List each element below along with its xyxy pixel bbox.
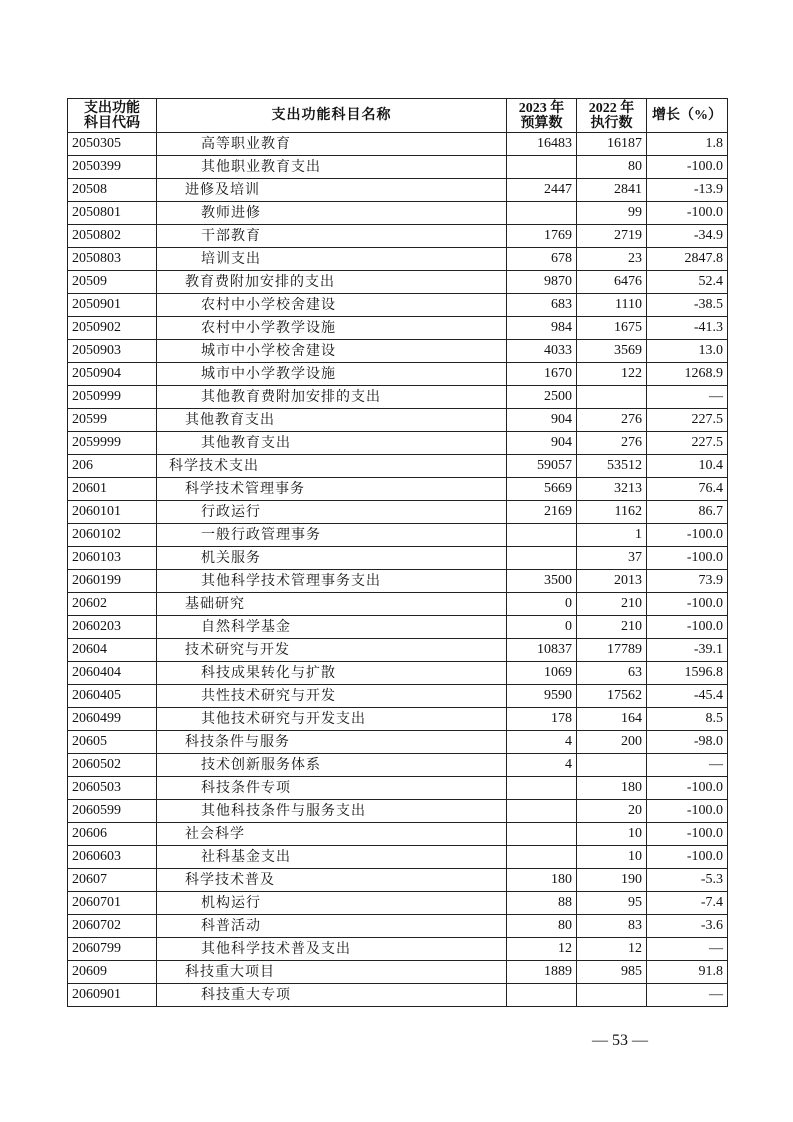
cell-actual-2022: 17562 [577, 685, 647, 708]
cell-code: 2050305 [68, 133, 157, 156]
table-row [68, 708, 728, 731]
cell-name: 其他教育支出 [157, 409, 507, 432]
cell-code: 20607 [68, 869, 157, 892]
table-row [68, 846, 728, 869]
cell-actual-2022: 1110 [577, 294, 647, 317]
cell-growth: -5.3 [647, 869, 728, 892]
cell-name: 其他科技条件与服务支出 [157, 800, 507, 823]
cell-name: 其他技术研究与开发支出 [157, 708, 507, 731]
cell-name: 社会科学 [157, 823, 507, 846]
table-row [68, 823, 728, 846]
cell-budget-2023 [507, 547, 577, 570]
cell-code: 20606 [68, 823, 157, 846]
cell-actual-2022: 200 [577, 731, 647, 754]
table-row [68, 984, 728, 1007]
cell-name: 进修及培训 [157, 179, 507, 202]
cell-growth: 1.8 [647, 133, 728, 156]
cell-code: 2050802 [68, 225, 157, 248]
cell-name: 自然科学基金 [157, 616, 507, 639]
cell-growth: — [647, 386, 728, 409]
table-row [68, 777, 728, 800]
cell-actual-2022: 2013 [577, 570, 647, 593]
cell-code: 2050399 [68, 156, 157, 179]
table-row [68, 869, 728, 892]
cell-budget-2023: 1889 [507, 961, 577, 984]
cell-code: 2060203 [68, 616, 157, 639]
table-row [68, 685, 728, 708]
cell-budget-2023: 59057 [507, 455, 577, 478]
cell-code: 2060603 [68, 846, 157, 869]
cell-growth: 1596.8 [647, 662, 728, 685]
cell-growth: 8.5 [647, 708, 728, 731]
cell-growth: -100.0 [647, 800, 728, 823]
table-row [68, 524, 728, 547]
cell-budget-2023: 3500 [507, 570, 577, 593]
cell-name: 机构运行 [157, 892, 507, 915]
cell-code: 2060102 [68, 524, 157, 547]
cell-actual-2022: 83 [577, 915, 647, 938]
table-row [68, 616, 728, 639]
cell-actual-2022: 1162 [577, 501, 647, 524]
cell-actual-2022: 2841 [577, 179, 647, 202]
cell-growth: 10.4 [647, 455, 728, 478]
cell-actual-2022: 95 [577, 892, 647, 915]
cell-actual-2022: 20 [577, 800, 647, 823]
cell-budget-2023: 4033 [507, 340, 577, 363]
cell-name: 科技重大专项 [157, 984, 507, 1007]
cell-code: 2059999 [68, 432, 157, 455]
cell-growth: -45.4 [647, 685, 728, 708]
cell-budget-2023: 2169 [507, 501, 577, 524]
cell-name: 教师进修 [157, 202, 507, 225]
table-row [68, 294, 728, 317]
cell-code: 20602 [68, 593, 157, 616]
cell-name: 技术研究与开发 [157, 639, 507, 662]
cell-name: 科技条件与服务 [157, 731, 507, 754]
table-row [68, 248, 728, 271]
cell-code: 20605 [68, 731, 157, 754]
cell-budget-2023: 4 [507, 731, 577, 754]
table-row [68, 455, 728, 478]
cell-budget-2023: 5669 [507, 478, 577, 501]
cell-actual-2022: 23 [577, 248, 647, 271]
cell-budget-2023: 904 [507, 432, 577, 455]
table-row [68, 501, 728, 524]
cell-actual-2022: 180 [577, 777, 647, 800]
cell-code: 20601 [68, 478, 157, 501]
cell-name: 其他科学技术普及支出 [157, 938, 507, 961]
cell-actual-2022 [577, 386, 647, 409]
table-row [68, 639, 728, 662]
cell-growth: -100.0 [647, 547, 728, 570]
table-row [68, 547, 728, 570]
cell-name: 科学技术支出 [157, 455, 507, 478]
cell-growth: -34.9 [647, 225, 728, 248]
cell-growth: 227.5 [647, 432, 728, 455]
cell-growth: 227.5 [647, 409, 728, 432]
cell-growth: -41.3 [647, 317, 728, 340]
cell-actual-2022: 276 [577, 432, 647, 455]
cell-code: 2060503 [68, 777, 157, 800]
cell-name: 高等职业教育 [157, 133, 507, 156]
cell-budget-2023: 1769 [507, 225, 577, 248]
cell-actual-2022: 122 [577, 363, 647, 386]
cell-actual-2022: 985 [577, 961, 647, 984]
cell-growth: -13.9 [647, 179, 728, 202]
cell-name: 科技条件专项 [157, 777, 507, 800]
cell-actual-2022: 99 [577, 202, 647, 225]
cell-budget-2023: 1670 [507, 363, 577, 386]
cell-code: 2060599 [68, 800, 157, 823]
cell-name: 一般行政管理事务 [157, 524, 507, 547]
cell-growth: -39.1 [647, 639, 728, 662]
cell-budget-2023: 1069 [507, 662, 577, 685]
cell-name: 行政运行 [157, 501, 507, 524]
cell-actual-2022 [577, 984, 647, 1007]
cell-code: 2060502 [68, 754, 157, 777]
cell-actual-2022: 3569 [577, 340, 647, 363]
cell-budget-2023 [507, 202, 577, 225]
table-row [68, 133, 728, 156]
cell-actual-2022: 164 [577, 708, 647, 731]
cell-growth: 13.0 [647, 340, 728, 363]
cell-code: 2050903 [68, 340, 157, 363]
cell-name: 科学技术管理事务 [157, 478, 507, 501]
cell-code: 20509 [68, 271, 157, 294]
budget-table [67, 98, 728, 1007]
cell-budget-2023: 984 [507, 317, 577, 340]
cell-actual-2022: 80 [577, 156, 647, 179]
table-row [68, 363, 728, 386]
cell-code: 2060199 [68, 570, 157, 593]
cell-name: 其他职业教育支出 [157, 156, 507, 179]
table-row [68, 432, 728, 455]
table-row [68, 731, 728, 754]
cell-budget-2023: 10837 [507, 639, 577, 662]
cell-growth: 2847.8 [647, 248, 728, 271]
cell-growth: 86.7 [647, 501, 728, 524]
cell-code: 2060901 [68, 984, 157, 1007]
cell-actual-2022: 10 [577, 823, 647, 846]
cell-actual-2022: 17789 [577, 639, 647, 662]
cell-growth: -3.6 [647, 915, 728, 938]
cell-name: 社科基金支出 [157, 846, 507, 869]
cell-growth: — [647, 938, 728, 961]
cell-actual-2022: 63 [577, 662, 647, 685]
cell-growth: -100.0 [647, 777, 728, 800]
cell-code: 20508 [68, 179, 157, 202]
header-code: 支出功能 科目代码 [68, 99, 157, 133]
cell-budget-2023: 0 [507, 593, 577, 616]
cell-actual-2022: 210 [577, 593, 647, 616]
cell-actual-2022: 3213 [577, 478, 647, 501]
cell-budget-2023: 2447 [507, 179, 577, 202]
table-row [68, 202, 728, 225]
cell-growth: -100.0 [647, 202, 728, 225]
cell-code: 2050803 [68, 248, 157, 271]
cell-actual-2022: 1 [577, 524, 647, 547]
table-row [68, 409, 728, 432]
cell-growth: -100.0 [647, 156, 728, 179]
cell-growth: -7.4 [647, 892, 728, 915]
cell-growth: -100.0 [647, 823, 728, 846]
cell-actual-2022: 10 [577, 846, 647, 869]
header-actual-2022: 2022 年 执行数 [577, 99, 647, 133]
cell-actual-2022: 6476 [577, 271, 647, 294]
cell-budget-2023 [507, 846, 577, 869]
cell-growth: -100.0 [647, 846, 728, 869]
cell-name: 技术创新服务体系 [157, 754, 507, 777]
table-row [68, 892, 728, 915]
table-row [68, 915, 728, 938]
cell-budget-2023: 16483 [507, 133, 577, 156]
cell-code: 20609 [68, 961, 157, 984]
cell-budget-2023: 88 [507, 892, 577, 915]
cell-name: 农村中小学教学设施 [157, 317, 507, 340]
cell-code: 2060701 [68, 892, 157, 915]
table-row [68, 179, 728, 202]
cell-actual-2022: 276 [577, 409, 647, 432]
table-row [68, 570, 728, 593]
cell-budget-2023 [507, 984, 577, 1007]
cell-name: 培训支出 [157, 248, 507, 271]
cell-actual-2022: 37 [577, 547, 647, 570]
cell-budget-2023 [507, 800, 577, 823]
cell-code: 206 [68, 455, 157, 478]
cell-growth: — [647, 754, 728, 777]
cell-growth: 91.8 [647, 961, 728, 984]
cell-name: 科技成果转化与扩散 [157, 662, 507, 685]
cell-name: 干部教育 [157, 225, 507, 248]
cell-growth: 1268.9 [647, 363, 728, 386]
cell-code: 2050999 [68, 386, 157, 409]
cell-name: 其他科学技术管理事务支出 [157, 570, 507, 593]
cell-actual-2022: 2719 [577, 225, 647, 248]
header-name: 支出功能科目名称 [157, 99, 507, 133]
cell-name: 城市中小学教学设施 [157, 363, 507, 386]
table-header-row [68, 99, 728, 133]
cell-growth: 73.9 [647, 570, 728, 593]
table-row [68, 386, 728, 409]
cell-actual-2022 [577, 754, 647, 777]
cell-code: 2060799 [68, 938, 157, 961]
cell-growth: -100.0 [647, 593, 728, 616]
cell-budget-2023 [507, 777, 577, 800]
cell-growth: — [647, 984, 728, 1007]
cell-budget-2023: 0 [507, 616, 577, 639]
cell-budget-2023 [507, 823, 577, 846]
cell-code: 2060499 [68, 708, 157, 731]
table-row [68, 754, 728, 777]
header-budget-2023: 2023 年 预算数 [507, 99, 577, 133]
cell-code: 2060101 [68, 501, 157, 524]
table-row [68, 593, 728, 616]
cell-growth: -100.0 [647, 524, 728, 547]
cell-budget-2023: 178 [507, 708, 577, 731]
table-row [68, 800, 728, 823]
table-row [68, 340, 728, 363]
cell-code: 2050801 [68, 202, 157, 225]
table-row [68, 938, 728, 961]
cell-budget-2023: 2500 [507, 386, 577, 409]
cell-code: 2060702 [68, 915, 157, 938]
cell-name: 科学技术普及 [157, 869, 507, 892]
cell-code: 20604 [68, 639, 157, 662]
table-row [68, 317, 728, 340]
table-body [68, 133, 728, 1007]
cell-name: 城市中小学校舍建设 [157, 340, 507, 363]
cell-budget-2023: 683 [507, 294, 577, 317]
table-row [68, 225, 728, 248]
cell-budget-2023: 904 [507, 409, 577, 432]
cell-name: 科技重大项目 [157, 961, 507, 984]
cell-growth: 76.4 [647, 478, 728, 501]
cell-actual-2022: 210 [577, 616, 647, 639]
table-row [68, 156, 728, 179]
cell-actual-2022: 1675 [577, 317, 647, 340]
cell-code: 2050902 [68, 317, 157, 340]
cell-name: 共性技术研究与开发 [157, 685, 507, 708]
table-row [68, 662, 728, 685]
cell-actual-2022: 190 [577, 869, 647, 892]
cell-budget-2023: 80 [507, 915, 577, 938]
cell-name: 其他教育支出 [157, 432, 507, 455]
cell-code: 2060103 [68, 547, 157, 570]
cell-name: 科普活动 [157, 915, 507, 938]
cell-actual-2022: 12 [577, 938, 647, 961]
cell-code: 2060404 [68, 662, 157, 685]
cell-code: 2060405 [68, 685, 157, 708]
cell-budget-2023: 12 [507, 938, 577, 961]
cell-growth: -38.5 [647, 294, 728, 317]
cell-actual-2022: 16187 [577, 133, 647, 156]
table-row [68, 478, 728, 501]
cell-budget-2023: 180 [507, 869, 577, 892]
cell-growth: 52.4 [647, 271, 728, 294]
cell-growth: -98.0 [647, 731, 728, 754]
cell-budget-2023 [507, 156, 577, 179]
page-number: — 53 — [592, 1032, 648, 1049]
cell-name: 教育费附加安排的支出 [157, 271, 507, 294]
cell-budget-2023: 9870 [507, 271, 577, 294]
cell-name: 基础研究 [157, 593, 507, 616]
cell-code: 2050904 [68, 363, 157, 386]
cell-budget-2023: 4 [507, 754, 577, 777]
cell-budget-2023: 678 [507, 248, 577, 271]
cell-code: 2050901 [68, 294, 157, 317]
cell-code: 20599 [68, 409, 157, 432]
cell-name: 农村中小学校舍建设 [157, 294, 507, 317]
cell-name: 机关服务 [157, 547, 507, 570]
cell-growth: -100.0 [647, 616, 728, 639]
cell-actual-2022: 53512 [577, 455, 647, 478]
cell-name: 其他教育费附加安排的支出 [157, 386, 507, 409]
cell-budget-2023 [507, 524, 577, 547]
header-growth: 增长（%） [647, 99, 728, 133]
table-row [68, 961, 728, 984]
cell-budget-2023: 9590 [507, 685, 577, 708]
table-row [68, 271, 728, 294]
